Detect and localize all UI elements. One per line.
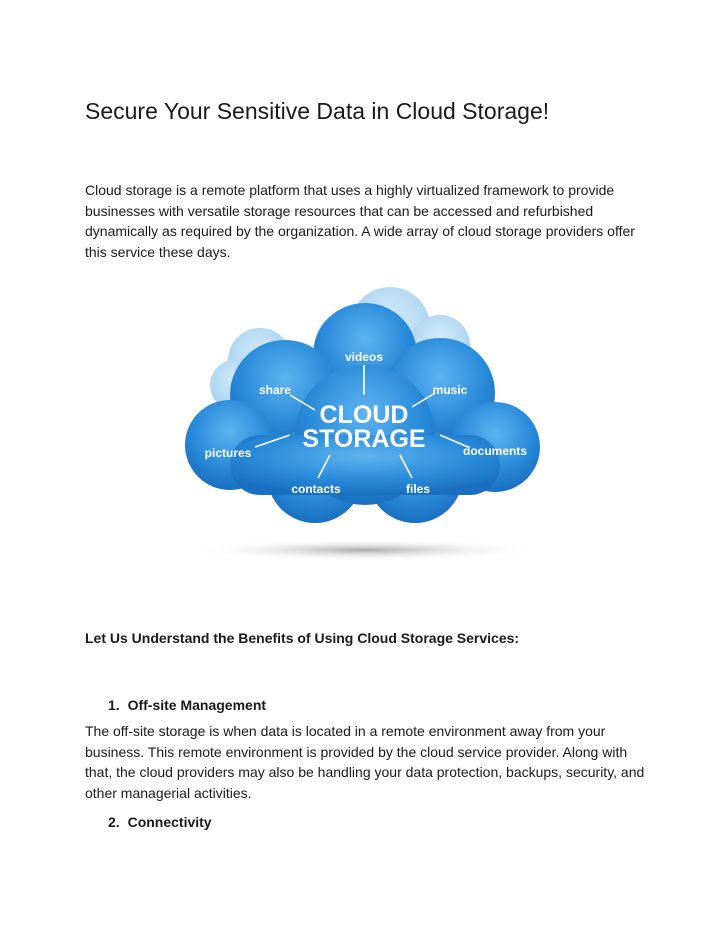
label-videos: videos — [344, 350, 384, 364]
label-music: music — [432, 383, 468, 397]
label-files: files — [405, 482, 431, 496]
cloud-storage-graphic — [150, 275, 568, 577]
page-title: Secure Your Sensitive Data in Cloud Storage! — [85, 98, 550, 124]
cloud-storage-illustration — [150, 275, 568, 577]
intro-paragraph: Cloud storage is a remote platform that uses a highly virtualized framework to provide businesses with versatile storage resources that can be accessed and refurbished dynamically as required by the organization. A wide array of cloud storage providers offer this service these days. — [85, 182, 635, 260]
list-item-heading — [108, 814, 212, 830]
label-pictures: pictures — [204, 446, 252, 460]
label-documents: documents — [462, 444, 528, 458]
list-item-title: Connectivity — [127, 814, 212, 830]
list-item-title: Off-site Management — [127, 697, 267, 713]
list-item-number: 1. — [108, 697, 120, 713]
cloud-center-line1: CLOUD — [319, 401, 409, 429]
label-contacts: contacts — [291, 482, 341, 496]
list-item-body: The off-site storage is when data is located in a remote environment away from your business. This remote environment is provided by the cloud service provider. Along with that, the cloud providers may also be handling your data protection, backups, security, and other managerial activities. — [85, 723, 645, 801]
list-item-number: 2. — [108, 814, 120, 830]
cloud-center-line2: STORAGE — [302, 425, 426, 453]
cloud-shadow — [190, 539, 540, 561]
list-item-heading — [108, 697, 266, 713]
label-share: share — [258, 383, 292, 397]
section-heading: Let Us Understand the Benefits of Using Cloud Storage Services: — [85, 630, 520, 646]
